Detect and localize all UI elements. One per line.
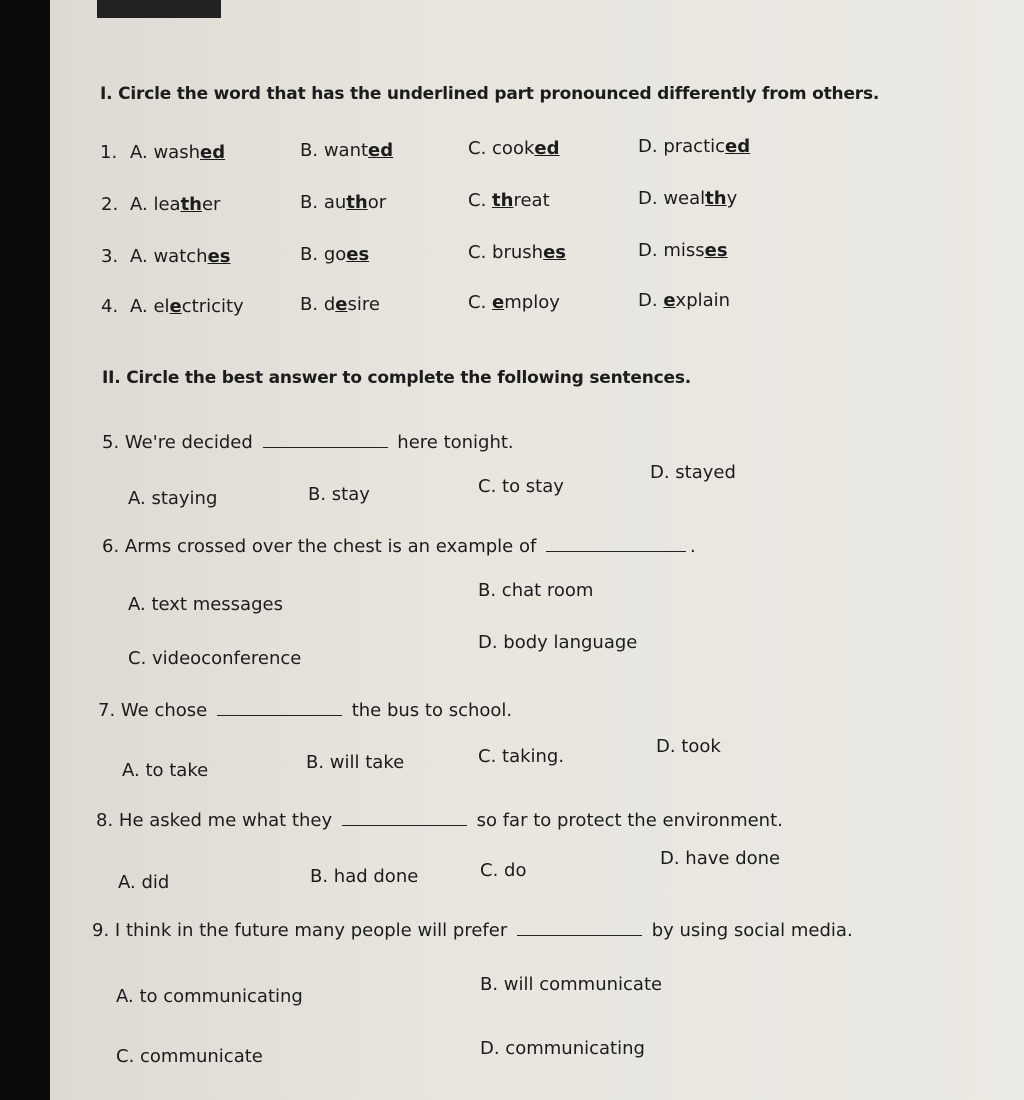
underlined-part: e: [335, 294, 348, 315]
option-post: mploy: [504, 292, 560, 313]
question-7: [98, 700, 512, 721]
question-6: [102, 536, 696, 557]
question-number: 5.: [102, 432, 120, 453]
q5-option-d[interactable]: D. stayed: [650, 462, 736, 483]
option-post: sire: [347, 294, 380, 315]
option-letter: D.: [638, 188, 658, 209]
q9-option-a[interactable]: A. to communicating: [116, 986, 303, 1007]
q3-option-a[interactable]: [130, 246, 231, 267]
question-2-number: 2.: [101, 194, 119, 215]
q1-option-d[interactable]: [638, 136, 750, 157]
question-text-after: here tonight.: [397, 432, 514, 453]
q8-option-d[interactable]: D. have done: [660, 848, 781, 869]
option-letter: C.: [468, 242, 487, 263]
option-letter: B.: [300, 244, 319, 265]
q2-option-d[interactable]: [638, 188, 737, 209]
q5-option-a[interactable]: A. staying: [128, 488, 218, 509]
option-pre: want: [323, 140, 369, 161]
q6-option-a[interactable]: A. text messages: [128, 594, 283, 615]
question-5: [102, 432, 514, 453]
question-text-after: the bus to school.: [351, 700, 513, 721]
underlined-part: ed: [534, 138, 560, 159]
option-pre: au: [323, 192, 347, 213]
underlined-part: es: [704, 240, 728, 261]
q3-option-b[interactable]: [300, 244, 369, 265]
option-post: xplain: [675, 290, 731, 311]
q3-option-c[interactable]: [468, 242, 566, 263]
q2-option-a[interactable]: [130, 194, 220, 215]
q4-option-d[interactable]: [638, 290, 730, 311]
underlined-part: ed: [725, 136, 751, 157]
q5-option-b[interactable]: B. stay: [308, 484, 370, 505]
q8-option-c[interactable]: C. do: [480, 860, 527, 881]
option-post: reat: [513, 190, 550, 211]
question-text-before: We're decided: [124, 432, 253, 453]
question-number: 9.: [92, 920, 110, 941]
q1-option-a[interactable]: [130, 142, 225, 163]
q9-option-d[interactable]: D. communicating: [480, 1038, 645, 1059]
option-letter: B.: [300, 140, 319, 161]
q9-option-c[interactable]: C. communicate: [116, 1046, 263, 1067]
q3-option-d[interactable]: [638, 240, 728, 261]
underlined-part: th: [180, 194, 202, 215]
option-letter: B.: [300, 192, 319, 213]
underlined-part: es: [207, 246, 231, 267]
q6-option-b[interactable]: B. chat room: [478, 580, 594, 601]
section-2-heading: II. Circle the best answer to complete the following sentences.: [102, 368, 692, 388]
underlined-part: ed: [368, 140, 394, 161]
q4-option-c[interactable]: [468, 292, 560, 313]
option-letter: C.: [468, 138, 487, 159]
option-pre: d: [323, 294, 336, 315]
q2-option-c[interactable]: [468, 190, 550, 211]
option-letter: A.: [130, 194, 148, 215]
underlined-part: e: [492, 292, 505, 313]
option-letter: B.: [300, 294, 319, 315]
answer-blank: [217, 701, 342, 716]
option-letter: A.: [130, 246, 148, 267]
option-letter: C.: [468, 292, 487, 313]
q1-option-b[interactable]: [300, 140, 393, 161]
question-number: 8.: [96, 810, 114, 831]
option-pre: wash: [153, 142, 200, 163]
underlined-part: es: [346, 244, 370, 265]
option-post: or: [367, 192, 387, 213]
option-pre: el: [153, 296, 170, 317]
q2-option-b[interactable]: [300, 192, 386, 213]
q7-option-b[interactable]: B. will take: [306, 752, 405, 773]
q5-option-c[interactable]: C. to stay: [478, 476, 564, 497]
option-letter: D.: [638, 136, 658, 157]
underlined-part: th: [705, 188, 727, 209]
underlined-part: th: [492, 190, 514, 211]
question-8: [96, 810, 783, 831]
option-pre: brush: [492, 242, 544, 263]
question-text-after: so far to protect the environment.: [476, 810, 783, 831]
option-letter: A.: [130, 296, 148, 317]
option-letter: D.: [638, 290, 658, 311]
option-post: er: [201, 194, 221, 215]
option-post: ctricity: [181, 296, 244, 317]
option-pre: go: [323, 244, 347, 265]
question-number: 7.: [98, 700, 116, 721]
option-letter: C.: [468, 190, 487, 211]
option-pre: miss: [663, 240, 705, 261]
q7-option-c[interactable]: C. taking.: [478, 746, 565, 767]
question-3-number: 3.: [101, 246, 119, 267]
section-1-heading: I. Circle the word that has the underlined part pronounced differently from others.: [100, 84, 880, 104]
q7-option-d[interactable]: D. took: [656, 736, 721, 757]
question-text-after: .: [690, 536, 696, 557]
option-pre: watch: [153, 246, 208, 267]
answer-blank: [342, 811, 467, 826]
question-text-before: We chose: [120, 700, 208, 721]
option-post: y: [726, 188, 738, 209]
question-4-number: 4.: [101, 296, 119, 317]
q8-option-b[interactable]: B. had done: [310, 866, 419, 887]
question-text-before: I think in the future many people will prefer: [114, 920, 508, 941]
option-pre: lea: [153, 194, 181, 215]
underlined-part: e: [663, 290, 676, 311]
q7-option-a[interactable]: A. to take: [122, 760, 209, 781]
question-text-before: Arms crossed over the chest is an example of: [124, 536, 537, 557]
q9-option-b[interactable]: B. will communicate: [480, 974, 663, 995]
q6-option-d[interactable]: D. body language: [478, 632, 638, 653]
question-text-after: by using social media.: [651, 920, 853, 941]
question-1-number: 1.: [100, 142, 118, 163]
underlined-part: e: [169, 296, 182, 317]
answer-blank: [546, 537, 686, 552]
answer-blank: [517, 921, 642, 936]
question-text-before: He asked me what they: [118, 810, 333, 831]
option-pre: weal: [663, 188, 706, 209]
option-letter: A.: [130, 142, 148, 163]
q1-option-c[interactable]: [468, 138, 559, 159]
q6-option-c[interactable]: C. videoconference: [128, 648, 302, 669]
option-pre: practic: [663, 136, 726, 157]
question-number: 6.: [102, 536, 120, 557]
question-9: [92, 920, 853, 941]
q4-option-b[interactable]: [300, 294, 380, 315]
underlined-part: es: [543, 242, 566, 263]
underlined-part: ed: [200, 142, 226, 163]
q8-option-a[interactable]: A. did: [118, 872, 170, 893]
option-pre: cook: [492, 138, 535, 159]
underlined-part: th: [346, 192, 368, 213]
top-tab-marker: [97, 0, 221, 18]
answer-blank: [263, 433, 388, 448]
q4-option-a[interactable]: [130, 296, 244, 317]
option-letter: D.: [638, 240, 658, 261]
